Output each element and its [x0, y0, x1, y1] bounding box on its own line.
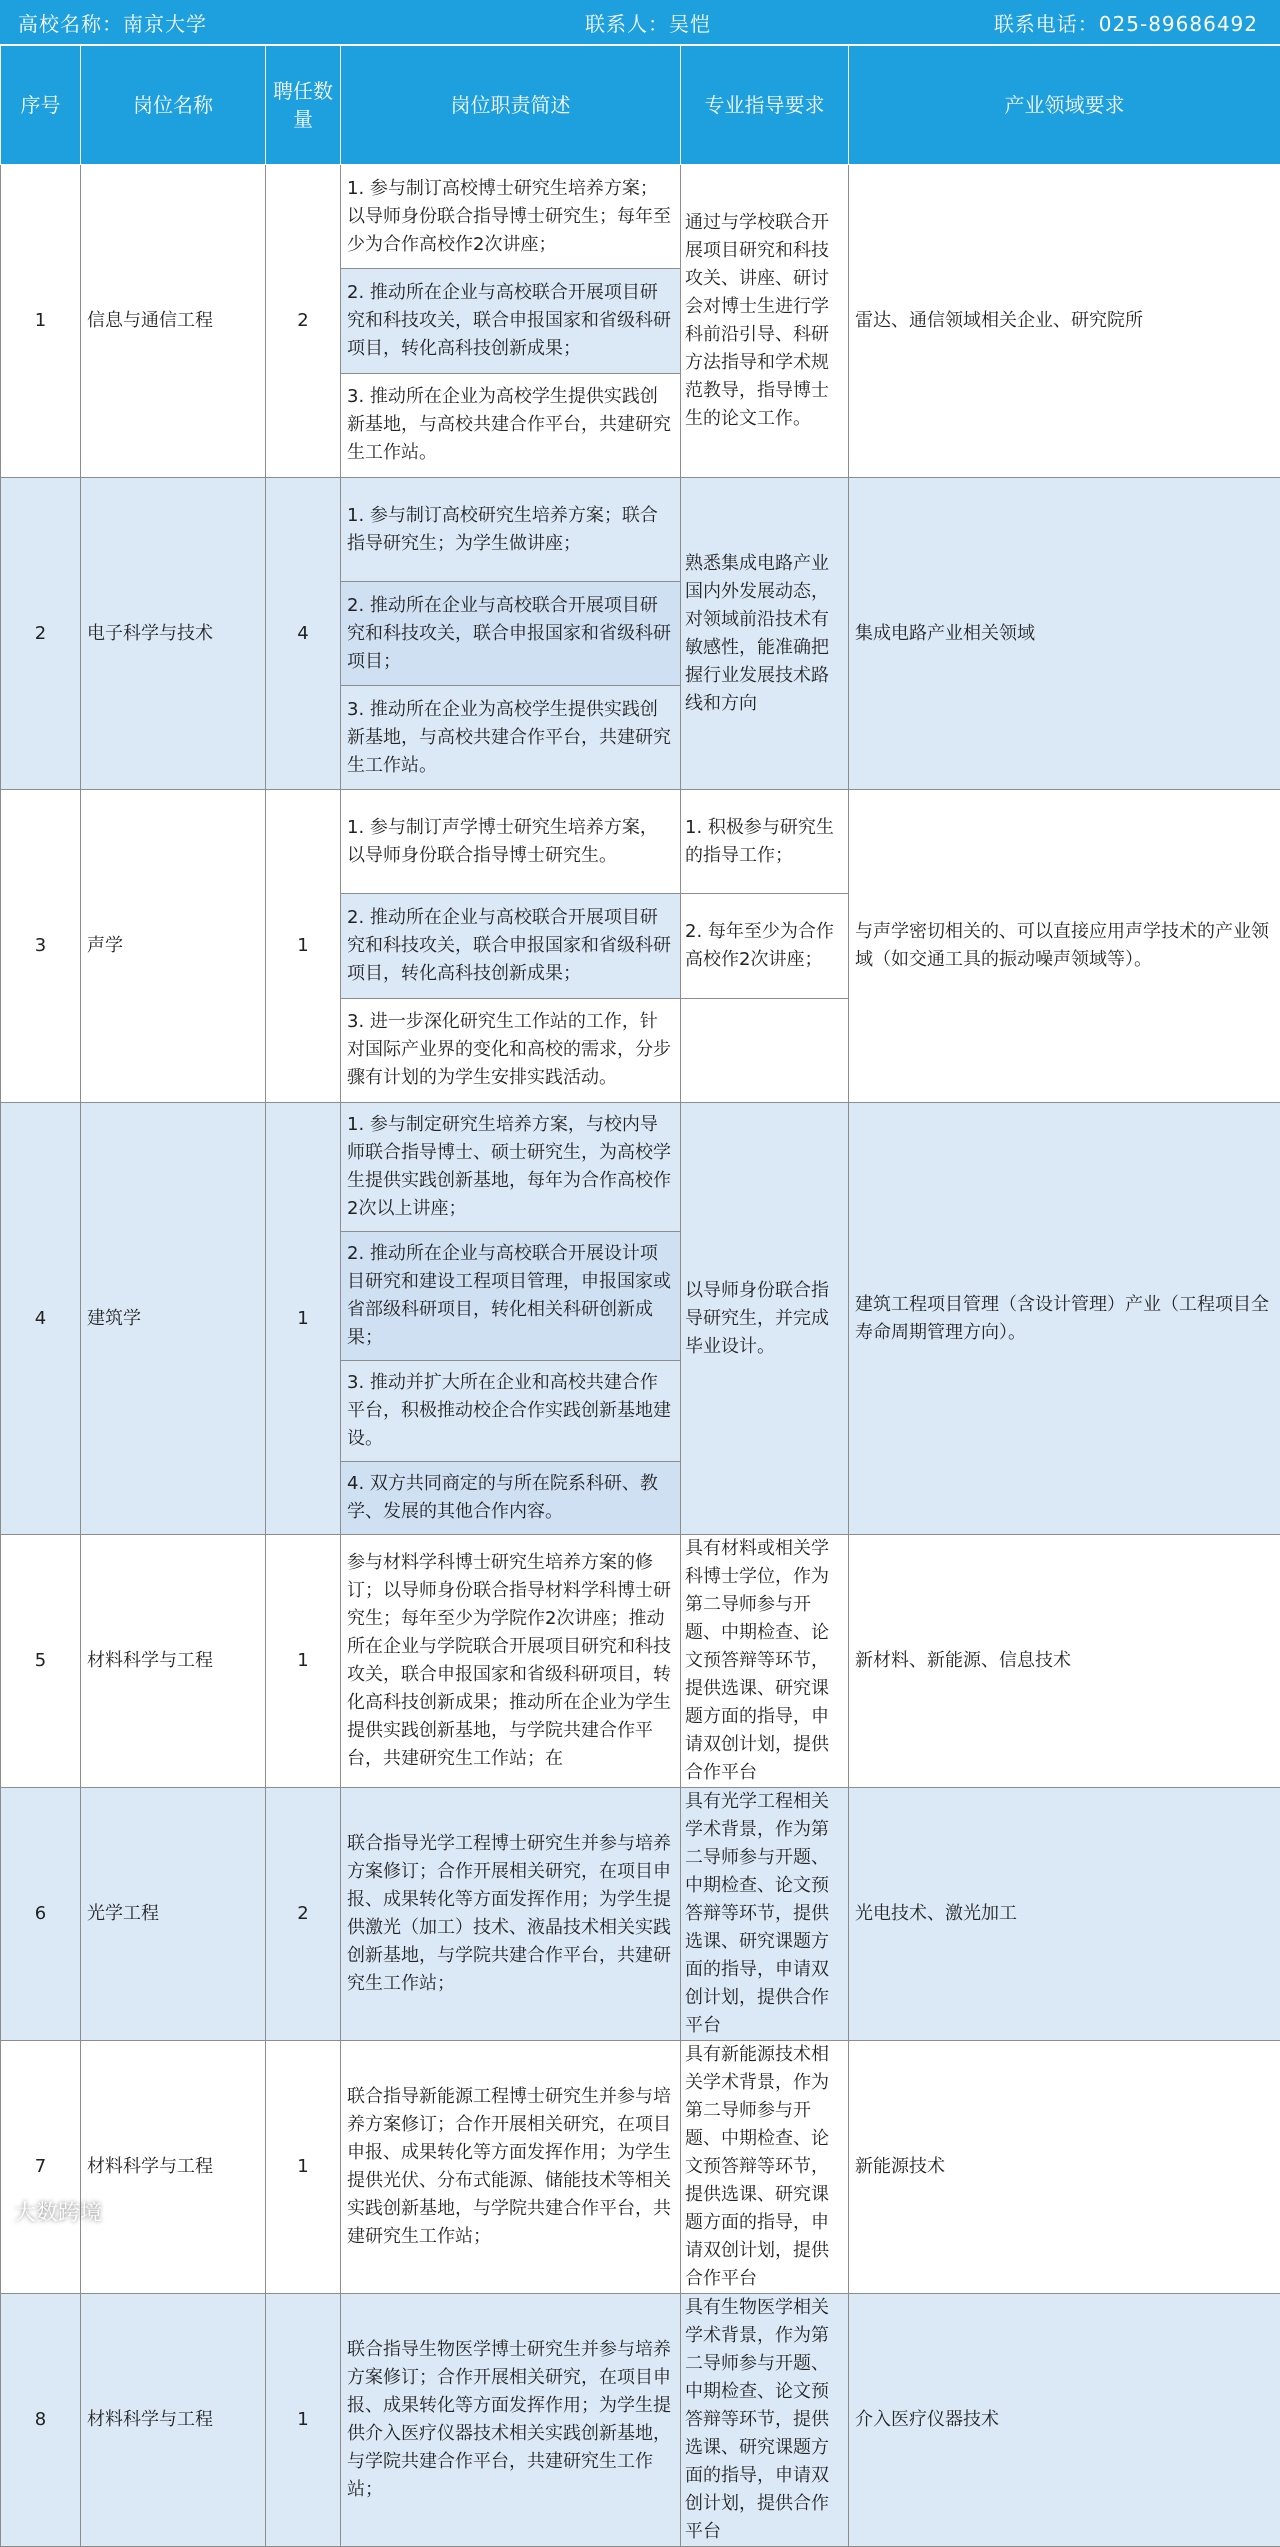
watermark-logo: 大数跨境: [14, 2196, 102, 2227]
col-header-requirements: 专业指导要求: [681, 46, 849, 165]
row-duties: 联合指导光学工程博士研究生并参与培养方案修订；合作开展相关研究，在项目申报、成果转化等方面发挥作用；为学生提供激光（加工）技术、液晶技术相关实践创新基地，与学院共建合作平台，共建研究生工作站；: [341, 1788, 681, 2041]
row-duties: [341, 790, 681, 1103]
row-duties: [341, 478, 681, 790]
row-no: 5: [1, 1535, 81, 1788]
duty-item: 3. 推动并扩大所在企业和高校共建合作平台，积极推动校企合作实践创新基地建设。: [341, 1361, 680, 1462]
contact-phone: 联系电话：025-89686492: [858, 8, 1280, 37]
row-count: 1: [266, 2041, 341, 2294]
row-position-name: 信息与通信工程: [81, 165, 266, 478]
row-industry: 雷达、通信领域相关企业、研究院所: [849, 165, 1280, 478]
col-header-count: 聘任数量: [266, 46, 341, 165]
row-count: 2: [266, 1788, 341, 2041]
table-row: [1, 478, 1280, 790]
table-row: [1, 1788, 1280, 2041]
duty-item: 3. 推动所在企业为高校学生提供实践创新基地，与高校共建合作平台，共建研究生工作站。: [341, 374, 680, 477]
row-position-name: 建筑学: [81, 1103, 266, 1535]
row-industry: 介入医疗仪器技术: [849, 2294, 1280, 2547]
table-header-row: [1, 46, 1280, 165]
row-no: 7: [1, 2041, 81, 2294]
row-position-name: 电子科学与技术: [81, 478, 266, 790]
row-count: 4: [266, 478, 341, 790]
requirement-item: 2. 每年至少为合作高校作2次讲座；: [681, 894, 848, 998]
duty-item: 3. 进一步深化研究生工作站的工作，针对国际产业界的变化和高校的需求，分步骤有计划的为学生安排实践活动。: [341, 999, 680, 1102]
row-count: 1: [266, 2294, 341, 2547]
contact-person: 联系人：吴恺: [438, 8, 858, 37]
row-duties: 联合指导新能源工程博士研究生并参与培养方案修订；合作开展相关研究，在项目申报、成果转化等方面发挥作用；为学生提供光伏、分布式能源、储能技术等相关实践创新基地，与学院共建合作平台，共建研究生工作站；: [341, 2041, 681, 2294]
row-requirements: 具有光学工程相关学术背景，作为第二导师参与开题、中期检查、论文预答辩等环节，提供选课、研究课题方面的指导，申请双创计划，提供合作平台: [681, 1788, 849, 2041]
row-duties: [341, 165, 681, 478]
col-header-duties: 岗位职责简述: [341, 46, 681, 165]
table-row: [1, 2294, 1280, 2547]
school-name: 高校名称：南京大学: [0, 8, 438, 37]
row-count: 2: [266, 165, 341, 478]
table-row: [1, 1103, 1280, 1535]
table-row: [1, 1535, 1280, 1788]
row-industry: 新材料、新能源、信息技术: [849, 1535, 1280, 1788]
duty-item: 3. 推动所在企业为高校学生提供实践创新基地，与高校共建合作平台，共建研究生工作站。: [341, 686, 680, 789]
duty-item: 1. 参与制订高校博士研究生培养方案；以导师身份联合指导博士研究生；每年至少为合作高校作2次讲座；: [341, 165, 680, 269]
duty-item: 4. 双方共同商定的与所在院系科研、教学、发展的其他合作内容。: [341, 1462, 680, 1534]
row-position-name: 材料科学与工程: [81, 2041, 266, 2294]
row-no: 8: [1, 2294, 81, 2547]
row-requirements: 具有材料或相关学科博士学位，作为第二导师参与开题、中期检查、论文预答辩等环节，提供选课、研究课题方面的指导，申请双创计划，提供合作平台: [681, 1535, 849, 1788]
row-industry: 建筑工程项目管理（含设计管理）产业（工程项目全寿命周期管理方向）。: [849, 1103, 1280, 1535]
row-industry: 与声学密切相关的、可以直接应用声学技术的产业领域（如交通工具的振动噪声领域等）。: [849, 790, 1280, 1103]
row-position-name: 材料科学与工程: [81, 1535, 266, 1788]
duty-item: 2. 推动所在企业与高校联合开展项目研究和科技攻关，联合申报国家和省级科研项目；: [341, 582, 680, 686]
duty-item: 2. 推动所在企业与高校联合开展项目研究和科技攻关，联合申报国家和省级科研项目，转化高科技创新成果；: [341, 269, 680, 373]
duty-item: 2. 推动所在企业与高校联合开展项目研究和科技攻关，联合申报国家和省级科研项目，转化高科技创新成果；: [341, 894, 680, 998]
table-row: [1, 2041, 1280, 2294]
row-no: 6: [1, 1788, 81, 2041]
col-header-industry: 产业领域要求: [849, 46, 1280, 165]
col-header-no: 序号: [1, 46, 81, 165]
row-industry: 光电技术、激光加工: [849, 1788, 1280, 2041]
duty-item: 1. 参与制定研究生培养方案，与校内导师联合指导博士、硕士研究生，为高校学生提供实践创新基地，每年为合作高校作2次以上讲座；: [341, 1103, 680, 1232]
col-header-name: 岗位名称: [81, 46, 266, 165]
row-requirements: [681, 790, 849, 1103]
table-row: [1, 165, 1280, 478]
positions-table: [0, 45, 1280, 2547]
row-requirements: 以导师身份联合指导研究生，并完成毕业设计。: [681, 1103, 849, 1535]
row-duties: 联合指导生物医学博士研究生并参与培养方案修订；合作开展相关研究，在项目申报、成果转化等方面发挥作用；为学生提供介入医疗仪器技术相关实践创新基地，与学院共建合作平台，共建研究生工作站；: [341, 2294, 681, 2547]
table-row: [1, 790, 1280, 1103]
row-no: 3: [1, 790, 81, 1103]
row-position-name: 材料科学与工程: [81, 2294, 266, 2547]
duty-item: 2. 推动所在企业与高校联合开展设计项目研究和建设工程项目管理，申报国家或省部级科研项目，转化相关科研创新成果；: [341, 1232, 680, 1361]
row-count: 1: [266, 790, 341, 1103]
row-duties: 参与材料学科博士研究生培养方案的修订；以导师身份联合指导材料学科博士研究生；每年至少为学院作2次讲座；推动所在企业与学院联合开展项目研究和科技攻关，联合申报国家和省级科研项目，转化高科技创新成果；推动所在企业为学生提供实践创新基地，与学院共建合作平台，共建研究生工作站；在: [341, 1535, 681, 1788]
row-industry: 新能源技术: [849, 2041, 1280, 2294]
row-position-name: 声学: [81, 790, 266, 1103]
row-no: 2: [1, 478, 81, 790]
requirement-item: [681, 999, 848, 1102]
duty-item: 1. 参与制订高校研究生培养方案；联合指导研究生；为学生做讲座；: [341, 478, 680, 582]
row-no: 4: [1, 1103, 81, 1535]
row-no: 1: [1, 165, 81, 478]
row-duties: [341, 1103, 681, 1535]
row-industry: 集成电路产业相关领域: [849, 478, 1280, 790]
row-count: 1: [266, 1103, 341, 1535]
requirement-item: 1. 积极参与研究生的指导工作；: [681, 790, 848, 894]
row-position-name: 光学工程: [81, 1788, 266, 2041]
row-requirements: 熟悉集成电路产业国内外发展动态，对领域前沿技术有敏感性，能准确把握行业发展技术路线和方向: [681, 478, 849, 790]
row-count: 1: [266, 1535, 341, 1788]
row-requirements: 通过与学校联合开展项目研究和科技攻关、讲座、研讨会对博士生进行学科前沿引导、科研方法指导和学术规范教导，指导博士生的论文工作。: [681, 165, 849, 478]
row-requirements: 具有生物医学相关学术背景，作为第二导师参与开题、中期检查、论文预答辩等环节，提供选课、研究课题方面的指导，申请双创计划，提供合作平台: [681, 2294, 849, 2547]
header-bar: [0, 0, 1280, 45]
row-requirements: 具有新能源技术相关学术背景，作为第二导师参与开题、中期检查、论文预答辩等环节，提供选课、研究课题方面的指导，申请双创计划，提供合作平台: [681, 2041, 849, 2294]
duty-item: 1. 参与制订声学博士研究生培养方案，以导师身份联合指导博士研究生。: [341, 790, 680, 894]
